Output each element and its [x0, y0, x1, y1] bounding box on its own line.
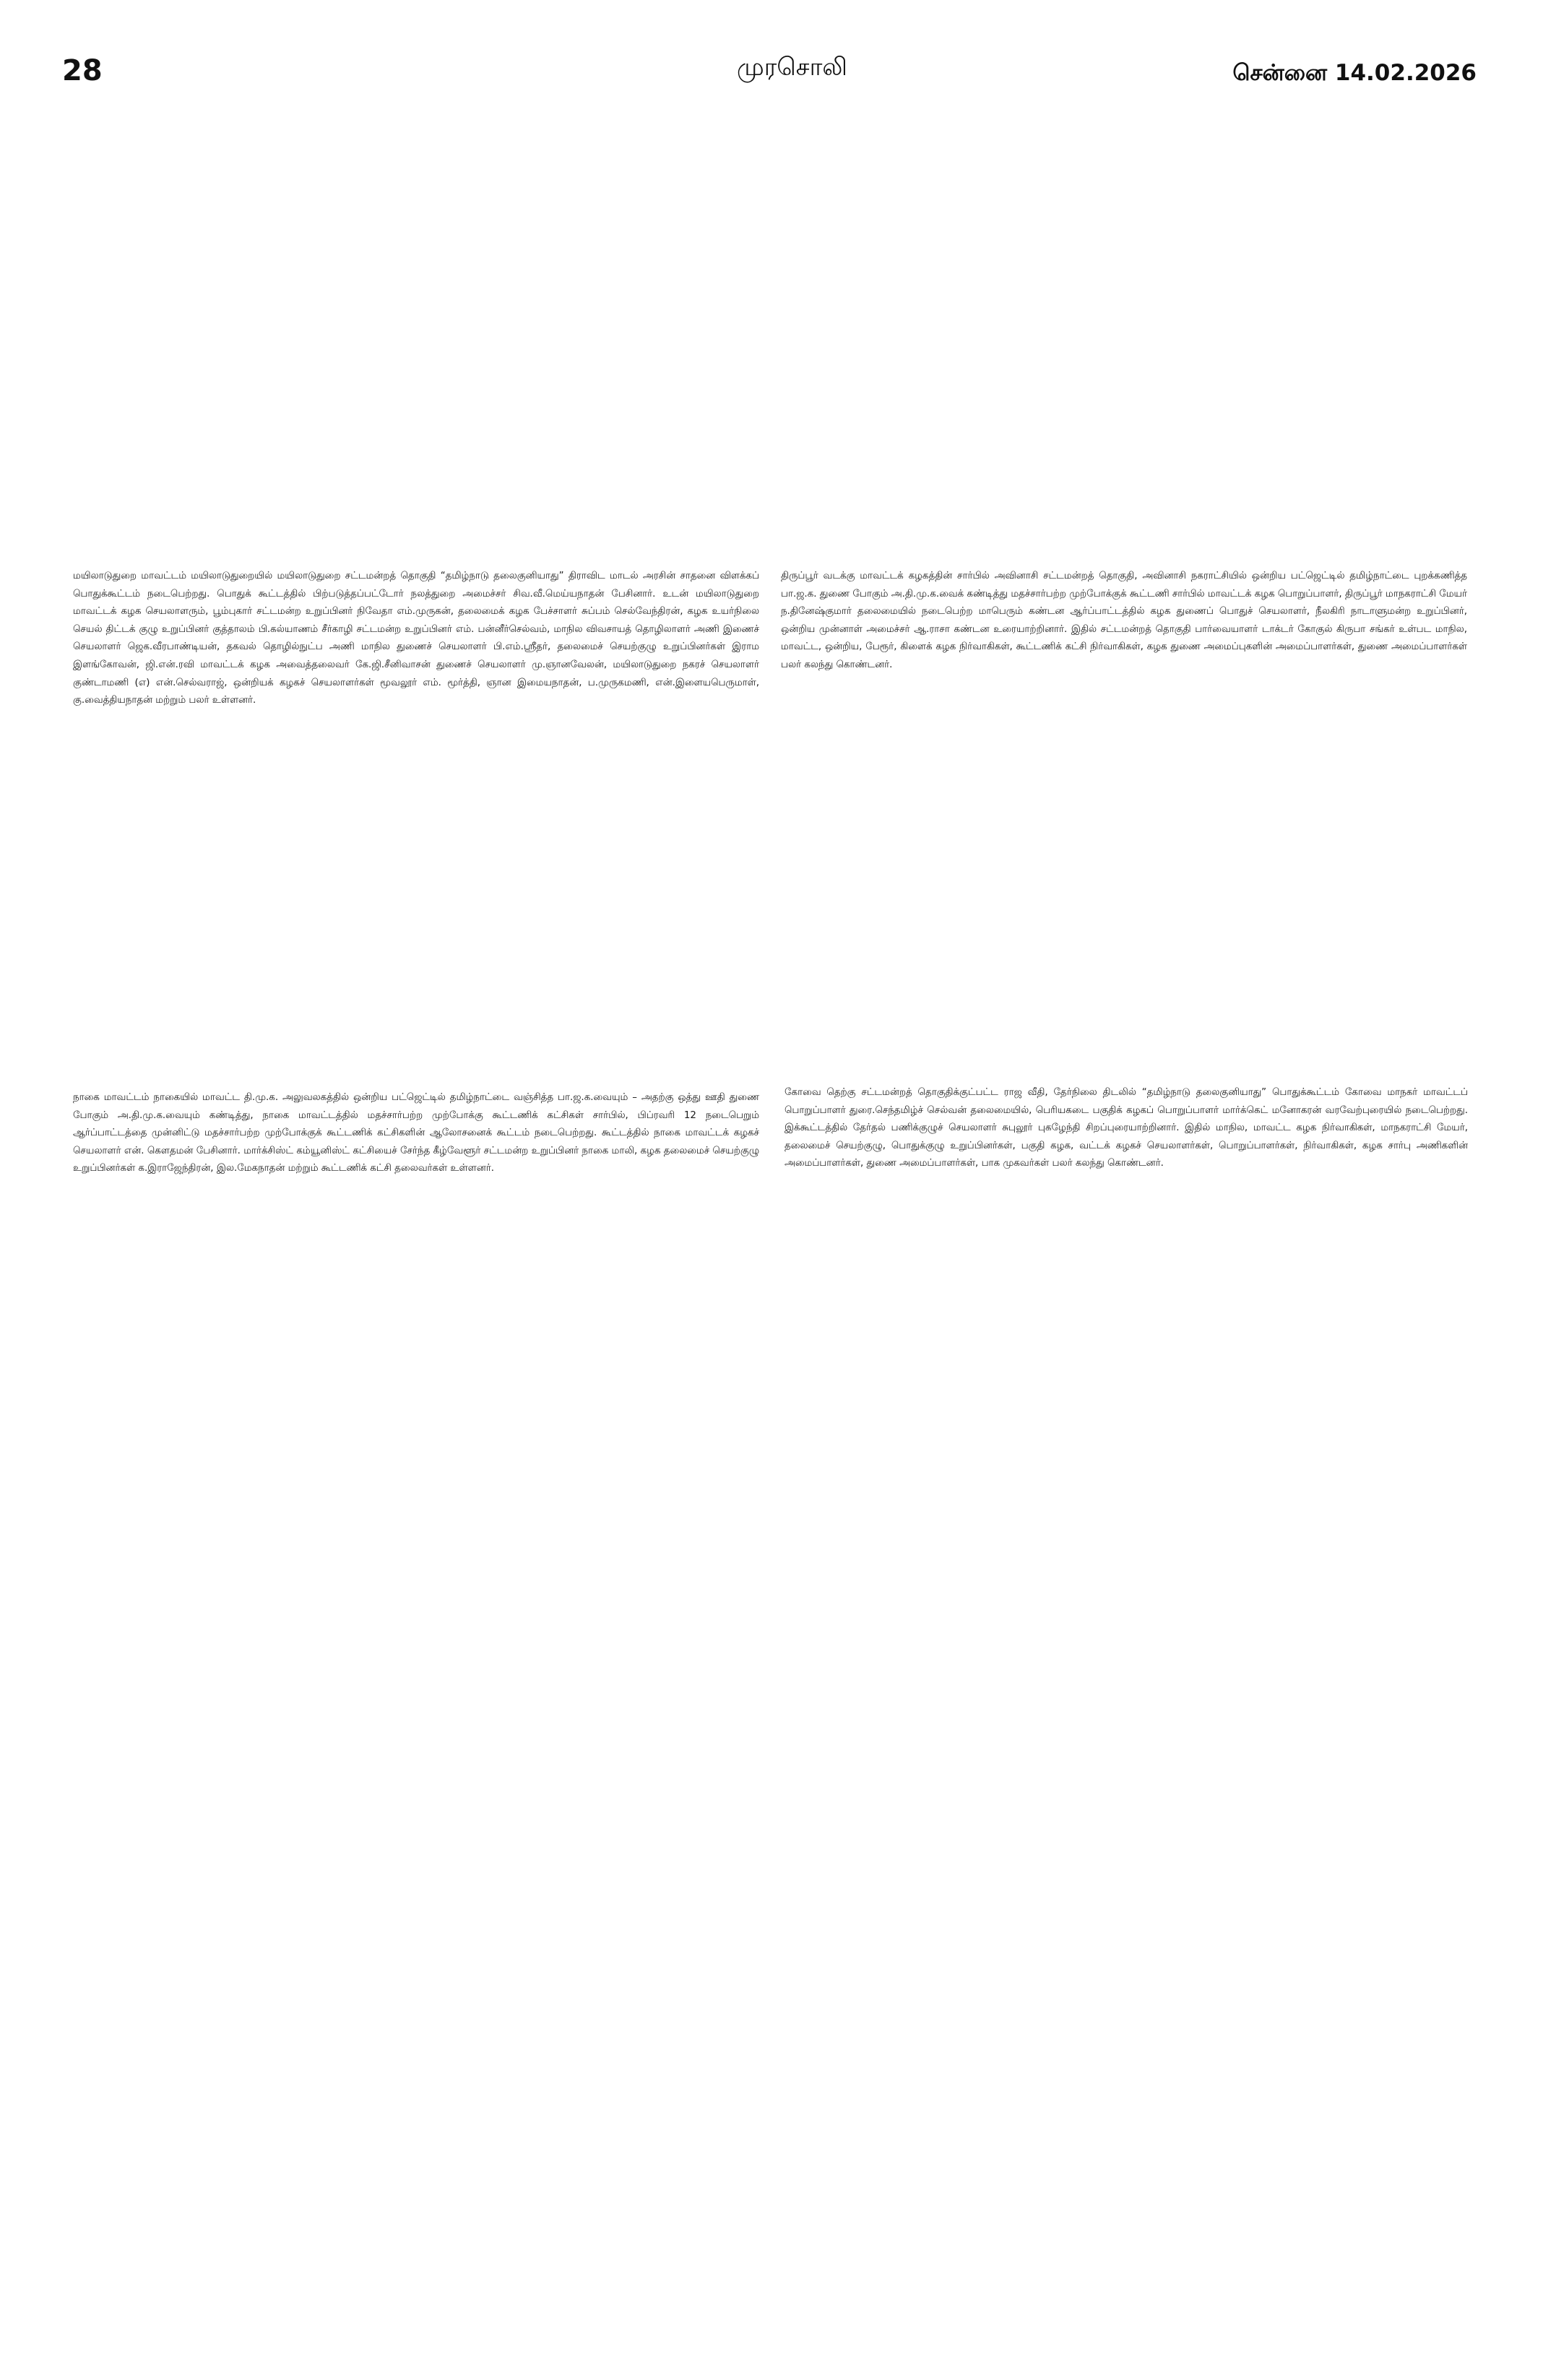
- dateline: சென்னை 14.02.2026: [1232, 60, 1477, 86]
- masthead: [0, 0, 1543, 116]
- newspaper-name: முரசொலி: [737, 53, 847, 82]
- article-tiruppur: திருப்பூர் வடக்கு மாவட்டக் கழகத்தின் சார்பில் அவினாசி சட்டமன்றத் தொகுதி, அவினாசி நகராட்சியில் ஒன்றிய பட்ஜெட்டில் தமிழ்நாட்டை புறக்கணித்த பா.ஜ.க. துணை போகும் அ.தி.மு.க.வைக் கண்டித்து மதச்சார்பற்ற முற்போக்குக் கூட்டணி சார்பில் மாவட்டக் கழக பொறுப்பாளர், திருப்பூர் மாநகராட்சி மேயர் ந.தினேஷ்குமார் தலைமையில் நடைபெற்ற மாபெரும் கண்டன ஆர்ப்பாட்டத்தில் கழக துணைப் பொதுச் செயலாளர், நீலகிரி நாடாளுமன்ற உறுப்பினர், ஒன்றிய முன்னாள் அமைச்சர் ஆ.ராசா கண்டன உரையாற்றினார். இதில் சட்டமன்றத் தொகுதி பார்வையாளர் டாக்டர் கோகுல் கிருபா சங்கர் உள்பட மாநில, மாவட்ட, ஒன்றிய, பேரூர், கிளைக் கழக நிர்வாகிகள், கூட்டணிக் கட்சி நிர்வாகிகள், கழக துணை அமைப்புகளின் அமைப்பாளர்கள், துணை அமைப்பாளர்கள் பலர் கலந்து கொண்டனர்.: [781, 571, 1467, 670]
- page-number: 28: [62, 54, 103, 87]
- article-kovai: கோவை தெற்கு சட்டமன்றத் தொகுதிக்குட்பட்ட ராஜ வீதி, தேர்நிலை திடலில் “தமிழ்நாடு தலைகுனியாது” பொதுக்கூட்டம் கோவை மாநகர் மாவட்டப் பொறுப்பாளர் துரை.செந்தமிழ்ச் செல்வன் தலைமையில், பெரியகடை பகுதிக் கழகப் பொறுப்பாளர் மார்க்கெட் மனோகரன் வரவேற்புரையில் நடைபெற்றது. இக்கூட்டத்தில் தேர்தல் பணிக்குழுச் செயலாளர் சுபுலூர் புகழேந்தி சிறப்புரையாற்றினார். இதில் மாநில, மாவட்ட கழக நிர்வாகிகள், மாநகராட்சி மேயர், தலைமைச் செயற்குழு, பொதுக்குழு உறுப்பினர்கள், பகுதி கழக, வட்டக் கழகச் செயலாளர்கள், பொறுப்பாளர்கள், நிர்வாகிகள், கழக சார்பு அணிகளின் அமைப்பாளர்கள், துணை அமைப்பாளர்கள், பாக முகவர்கள் பலர் கலந்து கொண்டனர்.: [785, 1087, 1468, 1169]
- article-nagai: நாகை மாவட்டம் நாகையில் மாவட்ட தி.மு.க. அலுவலகத்தில் ஒன்றிய பட்ஜெட்டில் தமிழ்நாட்டை வஞ்சித்த பா.ஜ.க.வையும் – அதற்கு ஒத்து ஊதி துணை போகும் அ.தி.மு.க.வையும் கண்டித்து, நாகை மாவட்டத்தில் மதச்சார்பற்ற முற்போக்கு கூட்டணிக் கட்சிகள் சார்பில், பிப்ரவரி 12 நடைபெறும் ஆர்ப்பாட்டத்தை முன்னிட்டு மதச்சார்பற்ற முற்போக்குக் கூட்டணிக் கட்சிகளின் ஆலோசனைக் கூட்டம் நடைபெற்றது. கூட்டத்தில் நாகை மாவட்டக் கழகச் செயலாளர் என். கௌதமன் பேசினார். மார்க்சிஸ்ட் கம்யூனிஸ்ட் கட்சியைச் சேர்ந்த கீழ்வேளூர் சட்டமன்ற உறுப்பினர் நாகை மாலி, கழக தலைமைச் செயற்குழு உறுப்பினர்கள் க.இராஜேந்திரன், இல.மேகநாதன் மற்றும் கூட்டணிக் கட்சி தலைவர்கள் உள்ளனர்.: [73, 1092, 759, 1174]
- article-mayiladuthurai: மயிலாடுதுறை மாவட்டம் மயிலாடுதுறையில் மயிலாடுதுறை சட்டமன்றத் தொகுதி “தமிழ்நாடு தலைகுனியாது” திராவிட மாடல் அரசின் சாதனை விளக்கப் பொதுக்கூட்டம் நடைபெற்றது. பொதுக் கூட்டத்தில் பிற்படுத்தப்பட்டோர் நலத்துறை அமைச்சர் சிவ.வீ.மெய்யநாதன் பேசினார். உடன் மயிலாடுதுறை மாவட்டக் கழக செயலாளரும், பூம்புகார் சட்டமன்ற உறுப்பினர் நிவேதா எம்.முருகன், தலைமைக் கழக பேச்சாளர் சுப்பம் செல்வேந்திரன், கழக உயர்நிலை செயல் திட்டக் குழு உறுப்பினர் குத்தாலம் பி.கல்யாணம் சீர்காழி சட்டமன்ற உறுப்பினர் எம். பன்னீர்செல்வம், மாநில விவசாயத் தொழிலாளர் அணி இணைச் செயலாளர் ஜெக.வீரபாண்டியன், தகவல் தொழில்நுட்ப அணி மாநில துணைச் செயலாளர் பி.எம்.ஸ்ரீதர், தலைமைச் செயற்குழு உறுப்பினர்கள் இராம இளங்கோவன், ஜி.என்.ரவி மாவட்டக் கழக அவைத்தலைவர் கே.ஜி.சீனிவாசன் துணைச் செயலாளர் மு.ஞானவேலன், மயிலாடுதுறை நகரச் செயலாளர் குண்டாமணி (எ) என்.செல்வராஜ், ஒன்றியக் கழகச் செயலாளர்கள் மூவலூர் எம். மூர்த்தி, ஞான இமையநாதன், ப.முருகமணி, என்.இளையபெருமாள், கு.வைத்தியநாதன் மற்றும் பலர் உள்ளனர்.: [73, 571, 759, 706]
